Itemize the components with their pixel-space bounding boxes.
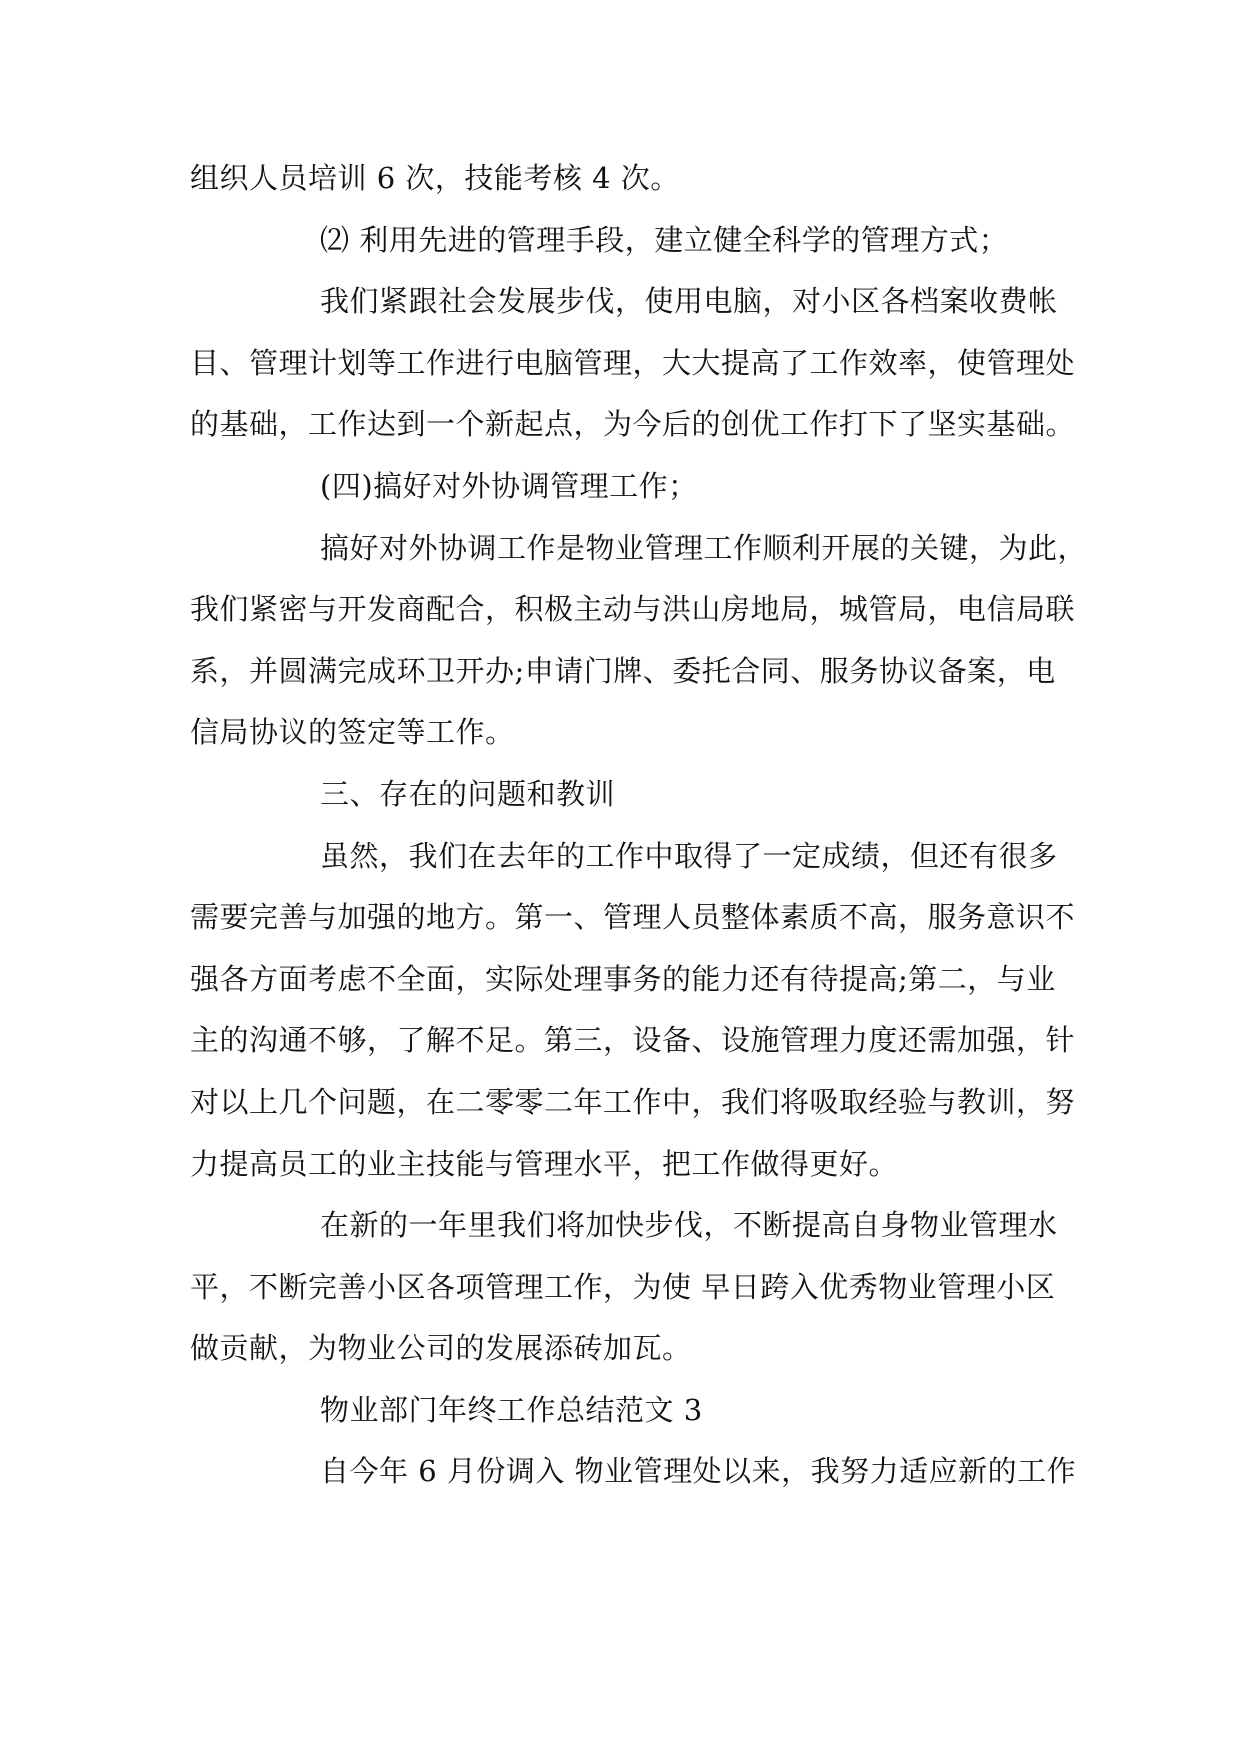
text-line: 做贡献，为物业公司的发展添砖加瓦。 [190, 1331, 692, 1366]
text-line: 虽然，我们在去年的工作中取得了一定成绩，但还有很多 [320, 838, 1058, 873]
text-line: ⑵ 利用先进的管理手段，建立健全科学的管理方式； [320, 222, 1009, 257]
text-line: 平，不断完善小区各项管理工作，为使 早日跨入优秀物业管理小区 [190, 1269, 1056, 1304]
text-line: 强各方面考虑不全面，实际处理事务的能力还有待提高;第二，与业 [190, 961, 1056, 996]
text-line: 目、管理计划等工作进行电脑管理，大大提高了工作效率，使管理处 [190, 345, 1076, 380]
text-line: 力提高员工的业主技能与管理水平，把工作做得更好。 [190, 1146, 899, 1181]
text-line: 组织人员培训 6 次，技能考核 4 次。 [190, 161, 680, 195]
text-line: 搞好对外协调工作是物业管理工作顺利开展的关键，为此， [320, 530, 1088, 565]
text-line: 自今年 6 月份调入 物业管理处以来，我努力适应新的工作 [320, 1454, 1077, 1489]
section-title: 物业部门年终工作总结范文 3 [320, 1392, 703, 1427]
text-line: 我们紧跟社会发展步伐，使用电脑，对小区各档案收费帐 [320, 284, 1058, 319]
section-heading: (四)搞好对外协调管理工作； [320, 468, 698, 503]
text-line: 主的沟通不够，了解不足。第三，设备、设施管理力度还需加强，针 [190, 1023, 1076, 1058]
text-line: 我们紧密与开发商配合，积极主动与洪山房地局，城管局，电信局联 [190, 592, 1076, 627]
section-heading: 三、存在的问题和教训 [320, 776, 616, 811]
document-body [190, 148, 1088, 1503]
text-line: 信局协议的签定等工作。 [190, 715, 515, 750]
text-line: 的基础，工作达到一个新起点，为今后的创优工作打下了坚实基础。 [190, 407, 1076, 442]
text-line: 需要完善与加强的地方。第一、管理人员整体素质不高，服务意识不 [190, 900, 1076, 935]
text-line: 对以上几个问题，在二零零二年工作中，我们将吸取经验与教训，努 [190, 1084, 1076, 1119]
text-line: 在新的一年里我们将加快步伐，不断提高自身物业管理水 [320, 1208, 1058, 1243]
text-line: 系，并圆满完成环卫开办;申请门牌、委托合同、服务协议备案，电 [190, 653, 1056, 688]
